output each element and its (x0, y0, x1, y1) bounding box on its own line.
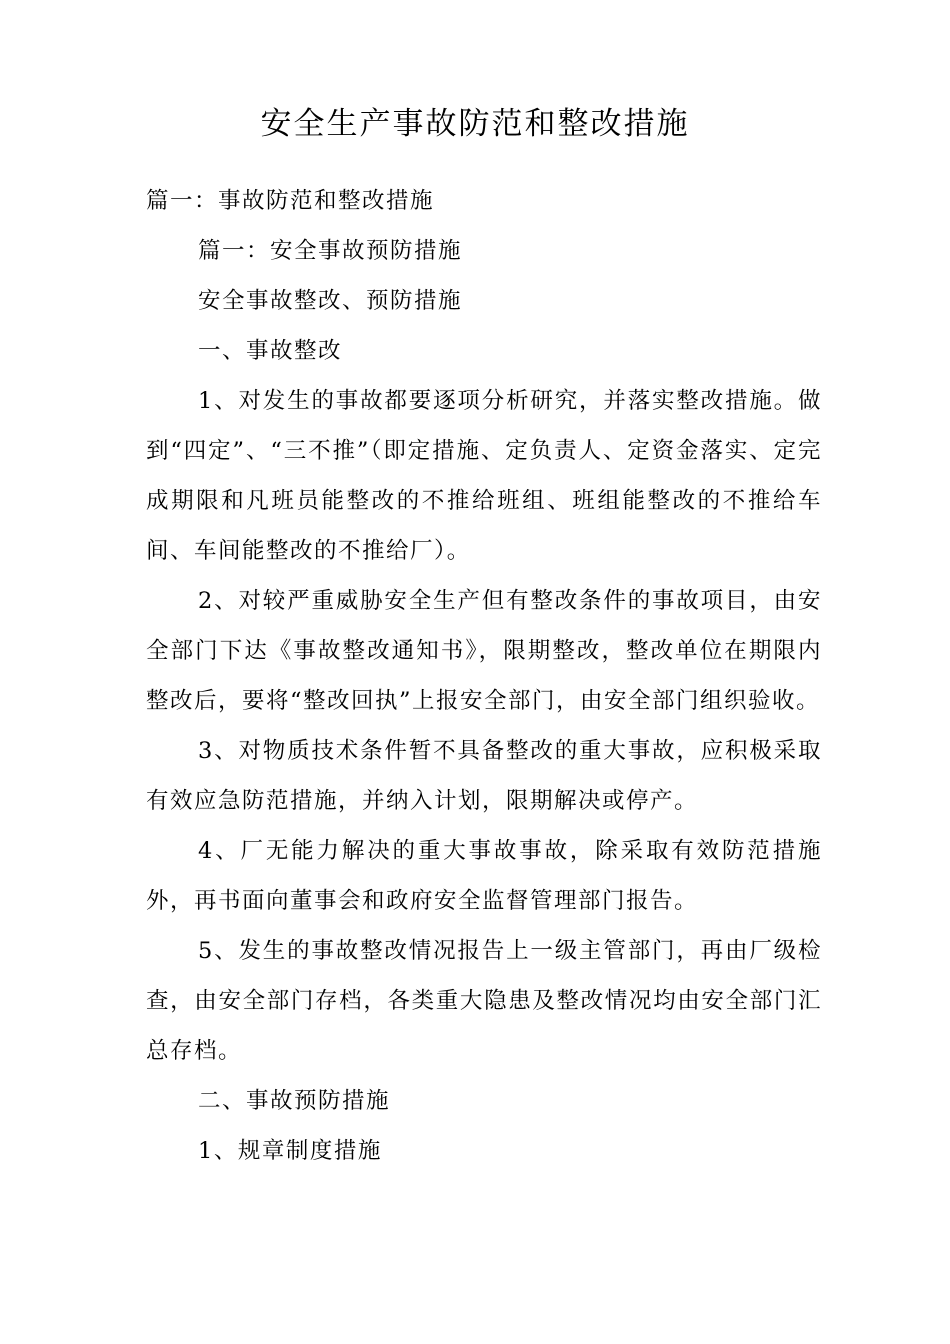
item-heading: 1、规章制度措施 (198, 1138, 382, 1164)
document-title: 安全生产事故防范和整改措施 (260, 106, 690, 142)
body-paragraph: 5、发生的事故整改情况报告上一级主管部门，再由厂级检查，由安全部门存档，各类重大隐患及整改情况均由安全部门汇总存档。 (146, 938, 822, 1064)
section-heading: 篇一：事故防范和整改措施 (146, 188, 435, 214)
subsection-heading: 篇一：安全事故预防措施 (198, 238, 463, 264)
part-heading: 一、事故整改 (198, 338, 343, 364)
body-paragraph: 2、对较严重威胁安全生产但有整改条件的事故项目，由安全部门下达《事故整改通知书》，限期整改，整改单位在期限内整改后，要将“整改回执”上报安全部门，由安全部门组织验收。 (146, 588, 822, 714)
body-paragraph: 3、对物质技术条件暂不具备整改的重大事故，应积极采取有效应急防范措施，并纳入计划，限期解决或停产。 (146, 738, 822, 814)
body-paragraph: 4、厂无能力解决的重大事故事故，除采取有效防范措施外，再书面向董事会和政府安全监督管理部门报告。 (146, 838, 822, 914)
part-heading: 二、事故预防措施 (198, 1088, 391, 1114)
document-body (146, 176, 822, 1176)
body-paragraph: 1、对发生的事故都要逐项分析研究，并落实整改措施。做到“四定”、“三不推”（即定措施、定负责人、定资金落实、定完成期限和凡班员能整改的不推给班组、班组能整改的不推给车间、车间能整改的不推给厂）。 (146, 388, 822, 564)
subsection-heading: 安全事故整改、预防措施 (198, 288, 463, 314)
